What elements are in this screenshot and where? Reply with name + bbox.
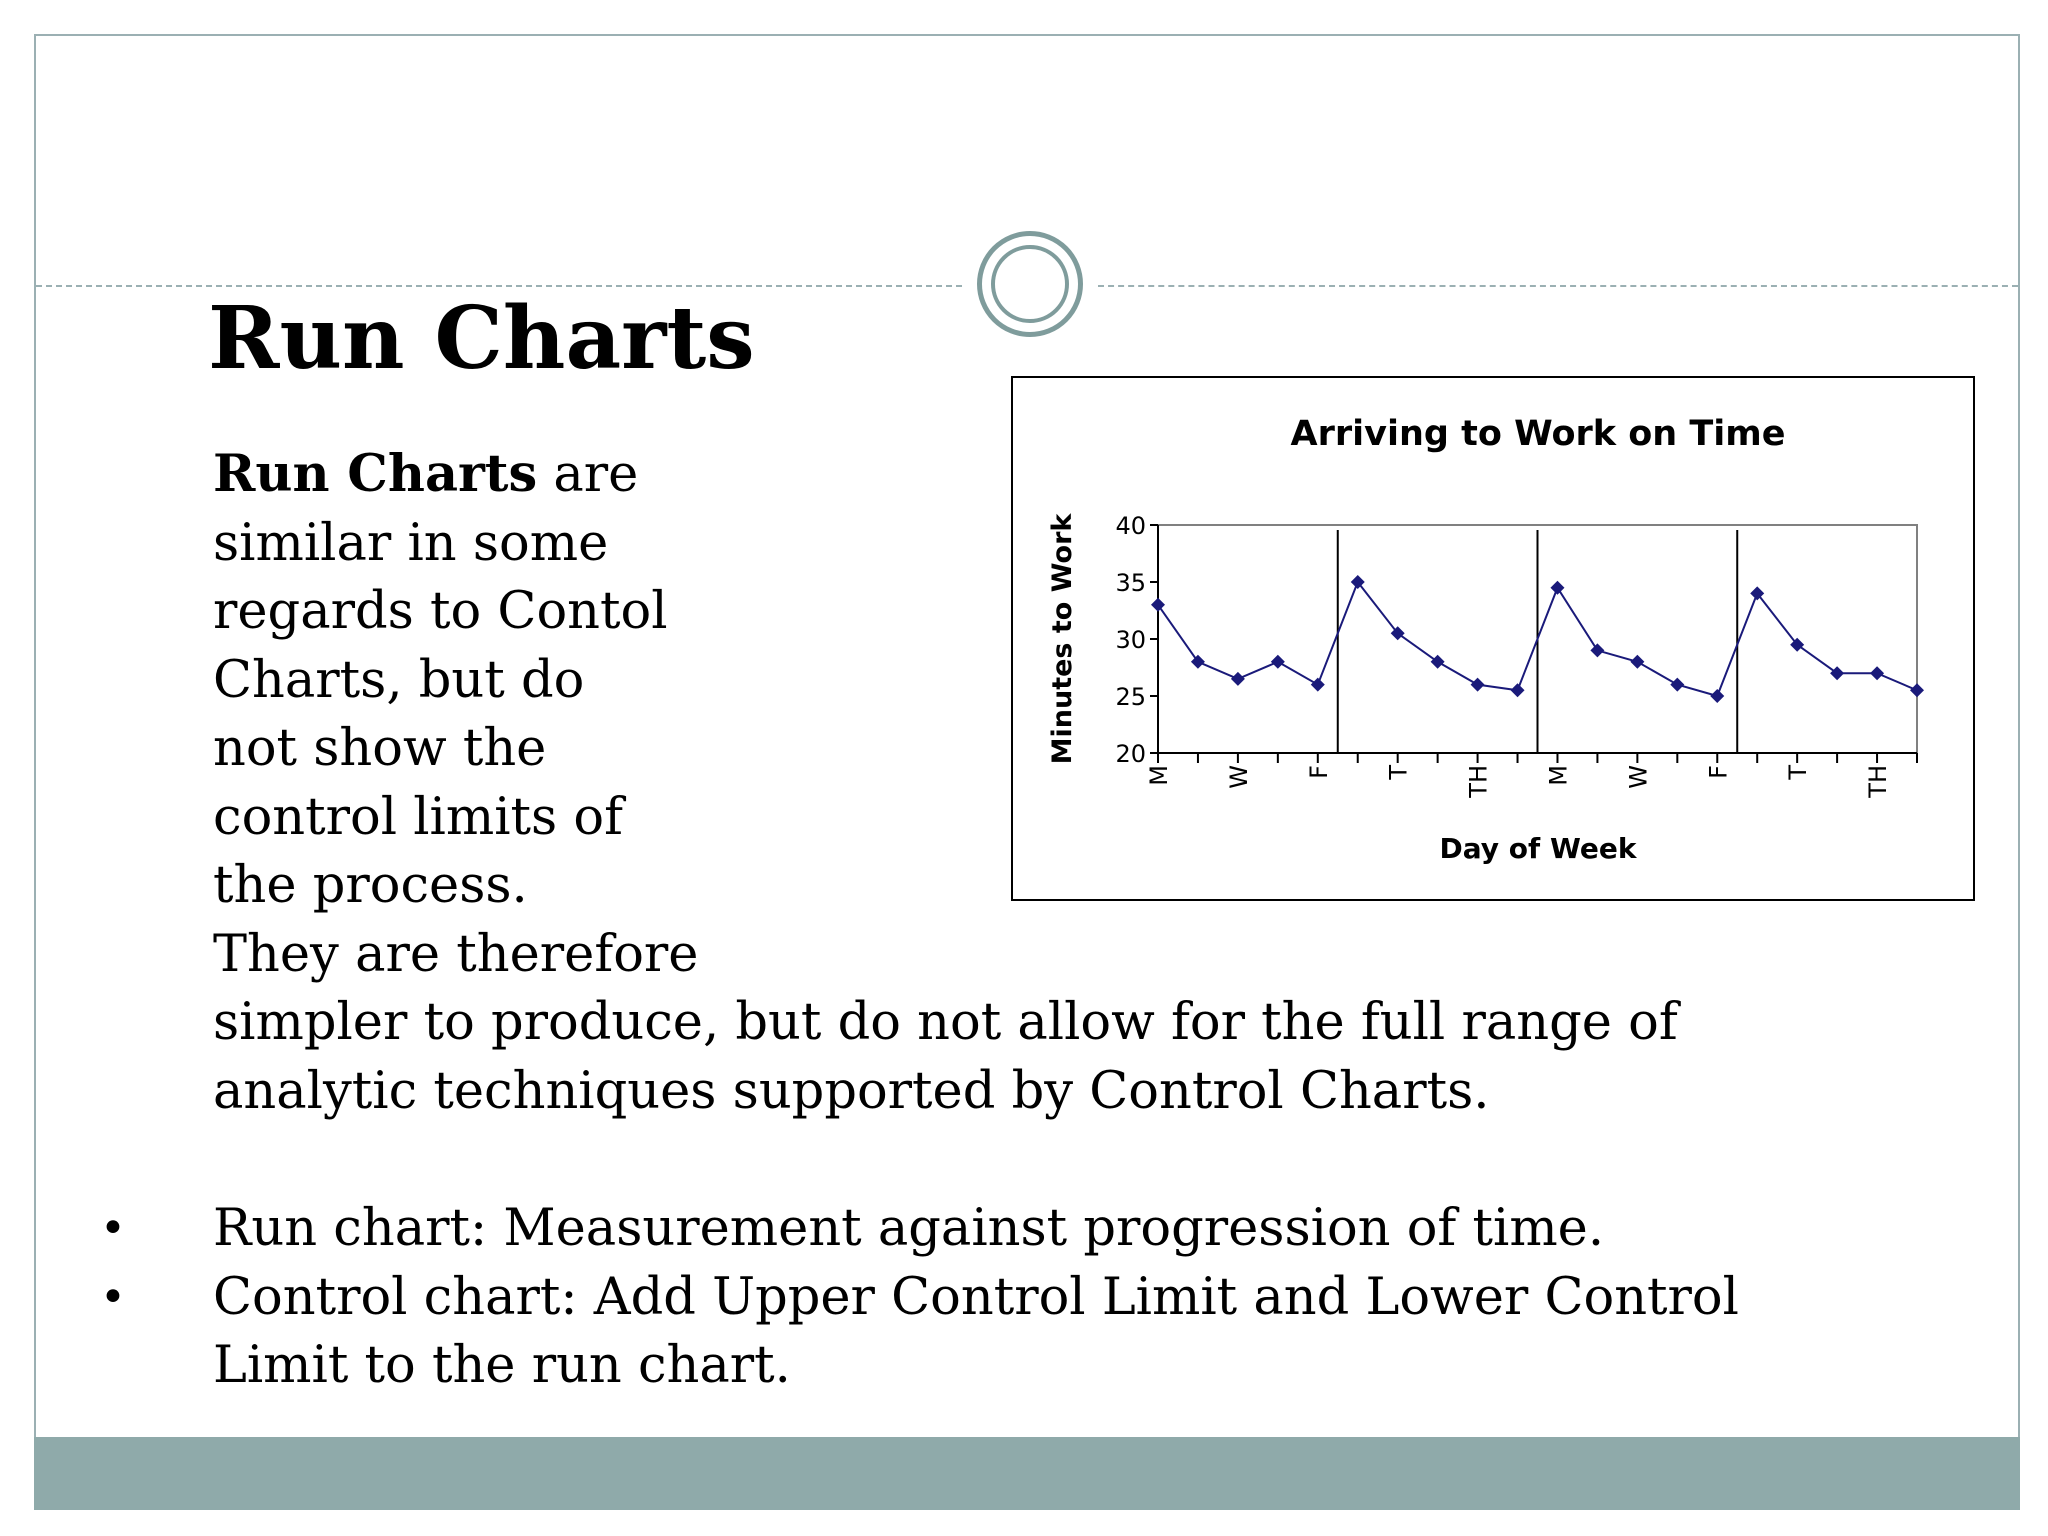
data-point-marker <box>1910 683 1924 697</box>
intro-line: regards to Contol <box>213 582 668 641</box>
data-point-marker <box>1191 655 1205 669</box>
x-tick-label: W <box>1224 765 1253 789</box>
x-tick-label: F <box>1304 765 1333 779</box>
intro-line: Charts, but do <box>213 650 585 710</box>
bullet-item <box>100 1264 1800 1401</box>
intro-line-text: are <box>537 445 639 504</box>
header-divider-left <box>36 285 962 287</box>
data-point-marker <box>1271 655 1285 669</box>
ring-ornament-icon <box>977 231 1083 337</box>
x-tick-label: F <box>1704 765 1733 779</box>
data-point-marker <box>1511 683 1525 697</box>
x-tick-label: T <box>1784 765 1813 780</box>
bullet-dot-icon: • <box>100 1271 126 1323</box>
x-tick-label: TH <box>1864 765 1893 798</box>
data-point-marker <box>1311 678 1325 692</box>
intro-line: They are therefore <box>213 924 699 984</box>
data-point-marker <box>1471 678 1485 692</box>
data-point-marker <box>1431 655 1445 669</box>
x-tick-label: M <box>1544 765 1573 786</box>
chart-title: Arriving to Work on Time <box>1290 414 1786 454</box>
intro-bold-term: Run Charts <box>213 444 538 504</box>
header-divider-right <box>1098 285 2018 287</box>
y-tick-label: 20 <box>1115 740 1146 768</box>
data-point-marker <box>1670 678 1684 692</box>
bullet-text: Run chart: Measurement against progression of time. <box>213 1199 1605 1258</box>
x-tick-label: TH <box>1464 765 1493 798</box>
slide-title: Run Charts <box>208 288 755 389</box>
footer-bar <box>34 1437 2020 1510</box>
intro-line: similar in some <box>213 513 609 573</box>
intro-line: analytic techniques supported by Control Charts. <box>213 1061 1490 1121</box>
bullet-dot-icon: • <box>100 1203 126 1254</box>
ring-ornament-inner <box>991 245 1069 323</box>
data-point-marker <box>1870 666 1884 680</box>
y-tick-label: 40 <box>1115 512 1146 540</box>
data-point-marker <box>1151 598 1165 612</box>
y-tick-label: 35 <box>1115 569 1146 597</box>
bullet-item <box>100 1195 1800 1264</box>
chart-y-axis-label: Minutes to Work <box>1047 513 1078 765</box>
run-chart <box>1011 376 1975 901</box>
bullet-text: Control chart: Add Upper Control Limit and Lower Control <box>213 1267 1739 1327</box>
data-point-marker <box>1231 672 1245 686</box>
bullet-text-continued: Limit to the run chart. <box>213 1336 791 1395</box>
x-tick-label: M <box>1145 765 1173 786</box>
data-point-marker <box>1830 666 1844 680</box>
data-point-marker <box>1710 689 1724 703</box>
data-point-marker <box>1630 655 1644 669</box>
y-tick-label: 30 <box>1115 626 1146 654</box>
intro-line: simpler to produce, but do not allow for the full range of <box>213 993 1678 1052</box>
data-point-marker <box>1590 643 1604 657</box>
x-tick-label: W <box>1624 765 1653 789</box>
intro-line: control limits of <box>213 787 623 847</box>
intro-line: the process. <box>213 856 528 915</box>
intro-line: not show the <box>213 719 547 778</box>
x-tick-label: T <box>1384 765 1413 780</box>
run-chart-svg <box>1013 378 1973 899</box>
y-tick-label: 25 <box>1115 683 1146 711</box>
data-point-marker <box>1550 581 1564 595</box>
bullet-list <box>100 1195 1800 1401</box>
chart-x-axis-label: Day of Week <box>1439 832 1637 865</box>
